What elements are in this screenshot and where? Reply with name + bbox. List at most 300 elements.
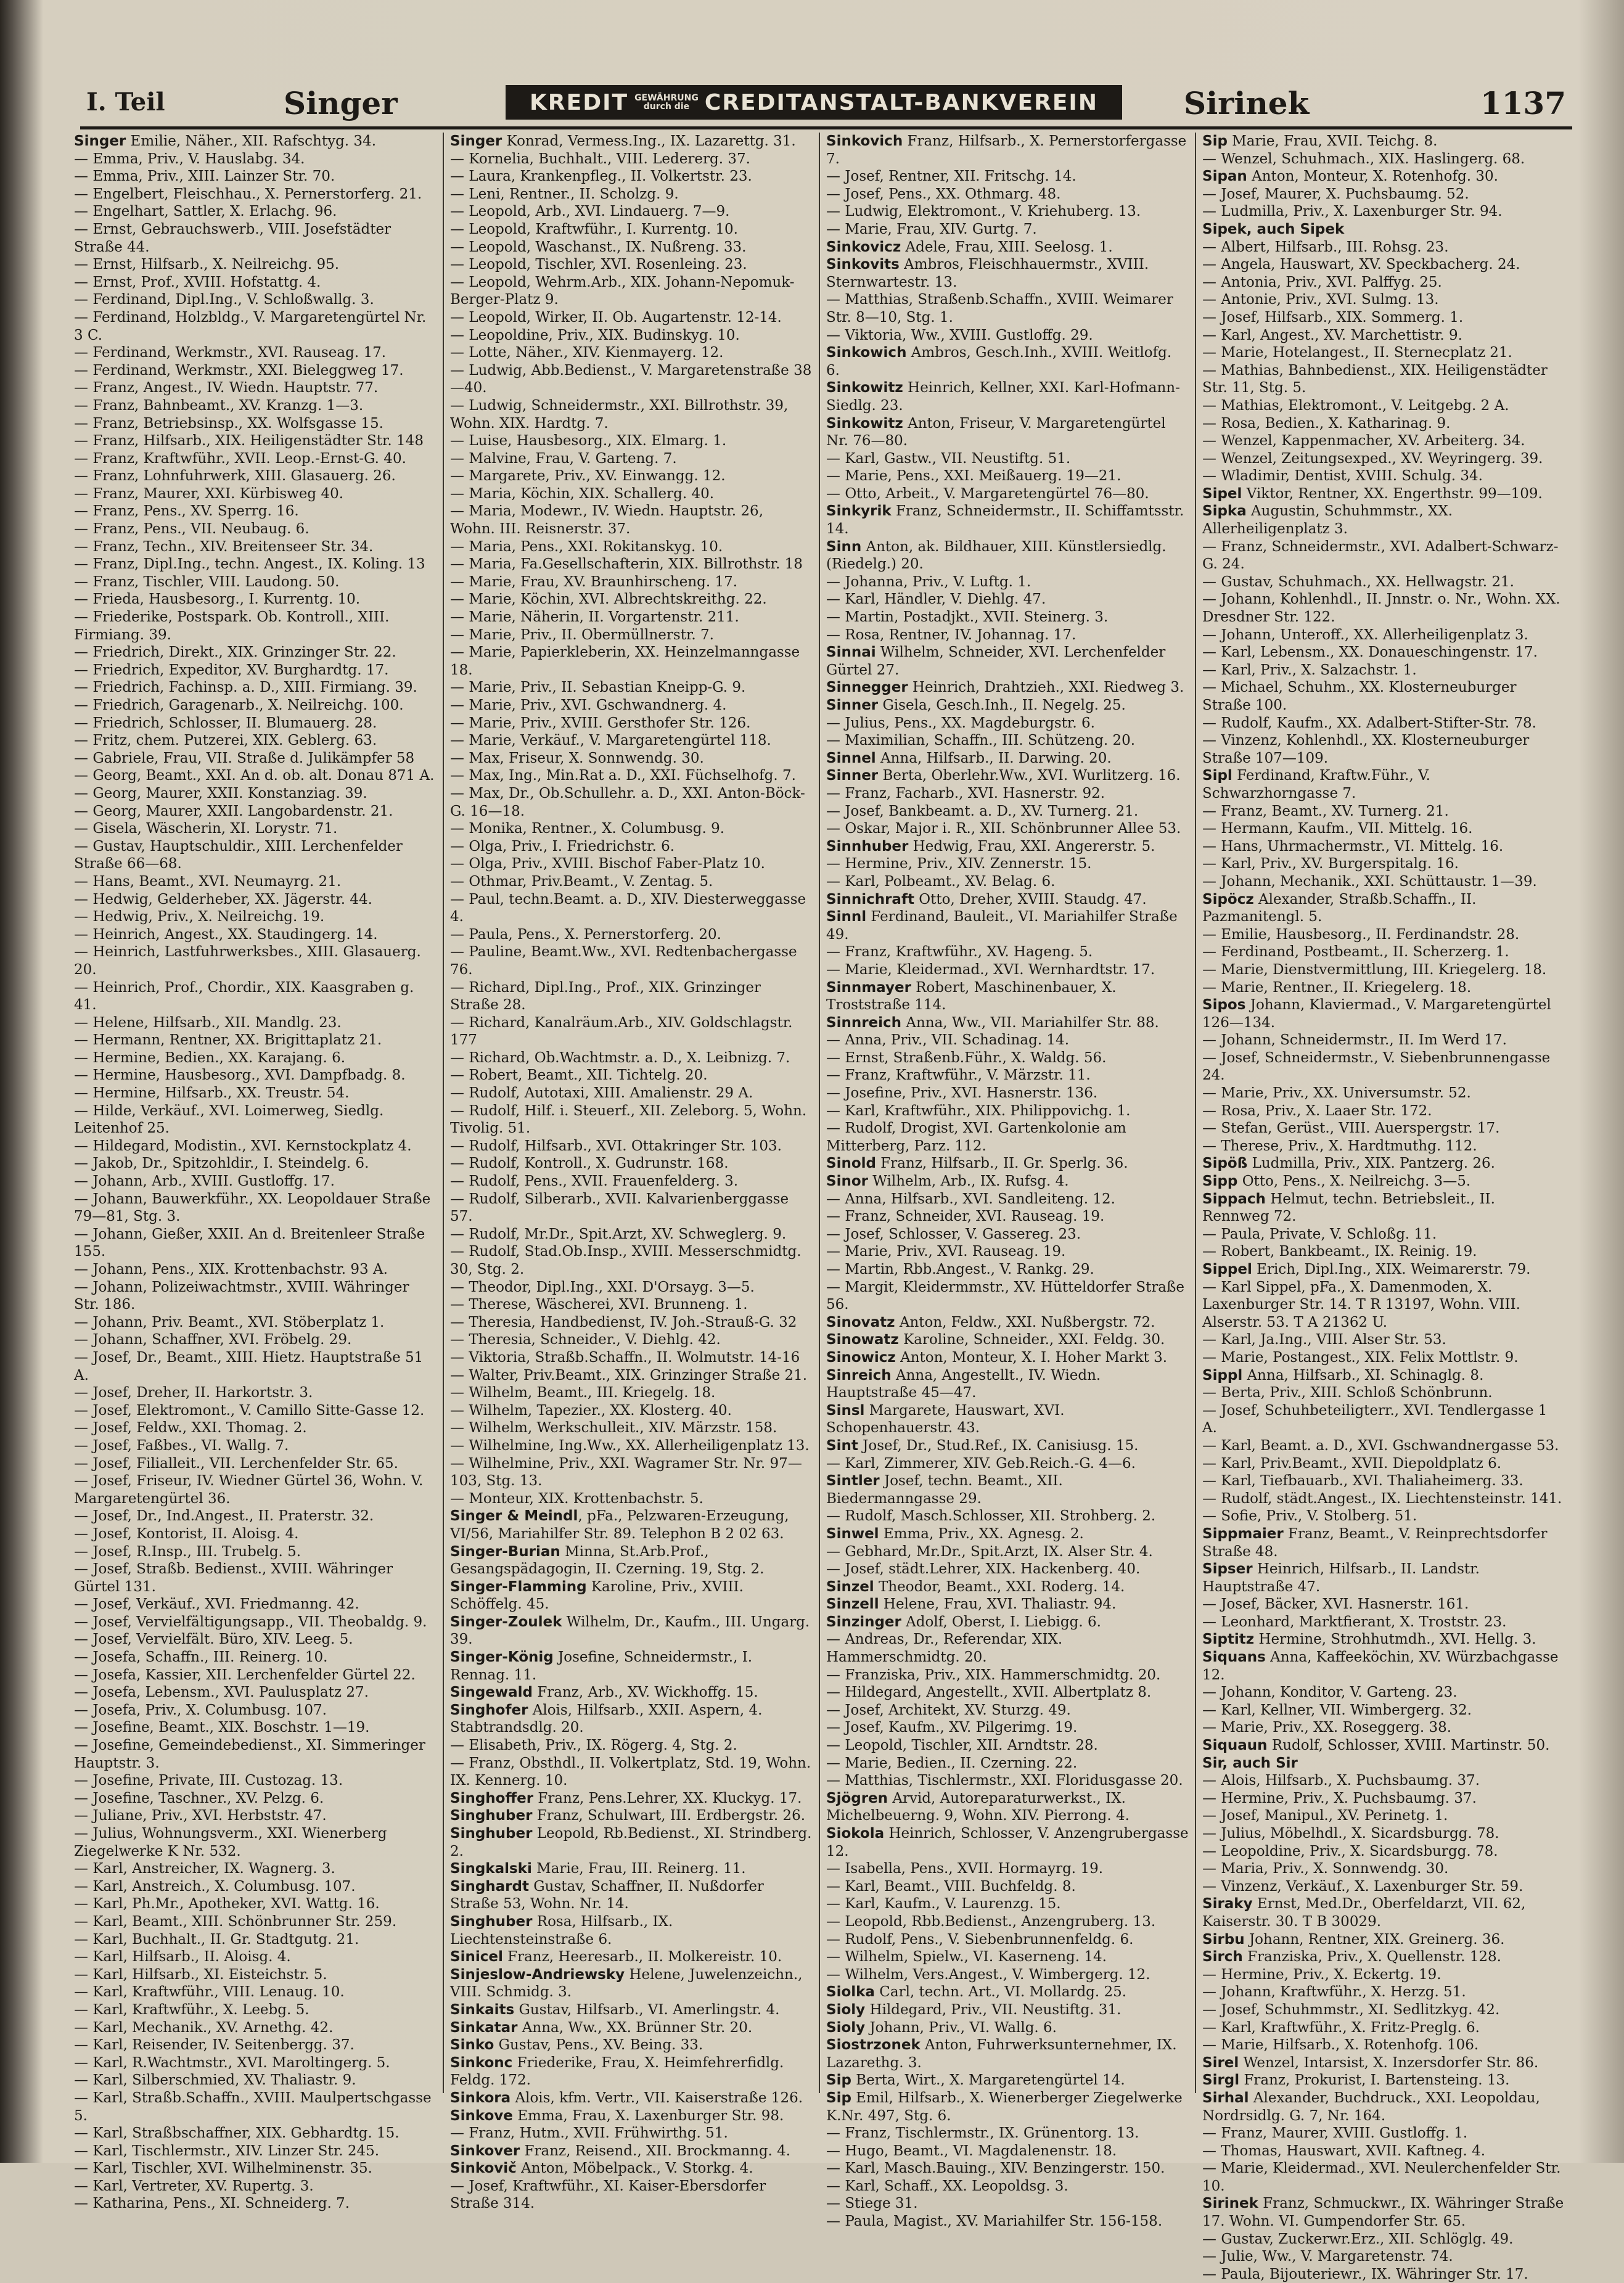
directory-entry xyxy=(74,1226,437,1261)
entry-text: Margarete, Priv., XV. Einwangg. 12. xyxy=(469,468,726,485)
directory-entry xyxy=(826,239,1189,256)
ditto-dash: — xyxy=(826,1208,845,1225)
directory-entry xyxy=(74,362,437,380)
directory-entry xyxy=(1202,415,1566,433)
directory-entry xyxy=(74,767,437,785)
directory-entry xyxy=(826,1613,1189,1631)
directory-entry xyxy=(74,344,437,362)
directory-entry xyxy=(826,1367,1189,1402)
entry-text: Ferdinand, Werkmstr., XXI. Bieleggweg 17. xyxy=(92,362,404,379)
directory-entry xyxy=(450,168,813,186)
entry-text: Vinzenz, Verkäuf., X. Laxenburger Str. 59. xyxy=(1221,1878,1524,1895)
entry-surname: Sinnegger xyxy=(826,679,908,696)
entry-text: Julius, Möbelhdl., X. Sicardsburgg. 78. xyxy=(1221,1826,1499,1842)
directory-entry xyxy=(826,1631,1189,1666)
directory-entry xyxy=(826,1913,1189,1931)
directory-entry xyxy=(1202,979,1566,997)
directory-entry xyxy=(74,1737,437,1772)
directory-entry xyxy=(1202,274,1566,292)
ditto-dash: — xyxy=(1202,1473,1221,1490)
entry-text: Josef, Verkäuf., XVI. Friedmanng. 42. xyxy=(92,1596,359,1613)
directory-entry xyxy=(450,203,813,221)
entry-text: Karl, Priv., X. Salzachstr. 1. xyxy=(1221,662,1417,678)
ditto-dash: — xyxy=(826,1102,845,1119)
directory-entry xyxy=(826,1173,1189,1191)
directory-entry xyxy=(826,1666,1189,1684)
directory-entry xyxy=(74,1719,437,1737)
ditto-dash: — xyxy=(1202,292,1221,308)
directory-entry xyxy=(826,820,1189,838)
entry-text: Michael, Schuhm., XX. Klosterneuburger Straße 100. xyxy=(1202,679,1517,713)
directory-entry xyxy=(74,291,437,309)
entry-text: Pauline, Beamt.Ww., XVI. Redtenbachergasse 76. xyxy=(450,944,797,978)
directory-entry xyxy=(450,1825,813,1860)
entry-text: Rudolf, Hilfsarb., XVI. Ottakringer Str. 103. xyxy=(469,1137,782,1154)
directory-entry xyxy=(1202,732,1566,767)
ditto-dash: — xyxy=(74,292,93,308)
entry-text: Rudolf, städt.Angest., IX. Liechtensteinstr. 141. xyxy=(1221,1490,1562,1507)
entry-text: Engelhart, Sattler, X. Erlachg. 96. xyxy=(92,203,337,220)
ditto-dash: — xyxy=(1202,2037,1221,2054)
directory-entry xyxy=(74,573,437,591)
directory-entry xyxy=(74,697,437,715)
entry-surname: Singhofer xyxy=(450,1702,528,1718)
entry-text: Alois, Hilfsarb., XXII. Aspern, 4. Stabtrandsdlg. 20. xyxy=(450,1702,763,1736)
entry-text: Emma, Priv., XX. Agnesg. 2. xyxy=(879,1525,1084,1542)
directory-entry xyxy=(74,2142,437,2160)
directory-entry xyxy=(450,1860,813,1878)
ditto-dash: — xyxy=(450,750,469,766)
ditto-dash: — xyxy=(450,1737,469,1754)
directory-entry xyxy=(74,1878,437,1896)
entry-text: Marie, Priv., II. Sebastian Kneipp-G. 9. xyxy=(469,679,746,696)
ditto-dash: — xyxy=(1202,468,1221,485)
entry-surname: Sirinek xyxy=(1202,2195,1258,2212)
ditto-dash: — xyxy=(74,1191,93,1207)
directory-entry xyxy=(1202,1226,1566,1244)
entry-surname: Sinkonc xyxy=(450,2054,513,2071)
directory-entry xyxy=(1202,1120,1566,1137)
directory-entry xyxy=(450,1384,813,1402)
entry-surname: Sipek, auch Sipek xyxy=(1202,221,1345,237)
entry-surname: Sinkatar xyxy=(450,2019,518,2036)
ditto-dash: — xyxy=(74,309,93,326)
ditto-dash: — xyxy=(74,221,93,237)
bank-advert-banner xyxy=(506,85,1122,120)
entry-text: Karl, Beamt., XIII. Schönbrunner Str. 259. xyxy=(92,1913,397,1930)
directory-entry xyxy=(450,150,813,168)
entry-text: Marie, Kleidermad., XVI. Wernhardtstr. 17. xyxy=(845,961,1155,978)
entry-text: Josef, Faßbes., VI. Wallg. 7. xyxy=(92,1437,289,1454)
directory-entry xyxy=(1202,1860,1566,1878)
directory-entry xyxy=(826,1014,1189,1032)
directory-entry xyxy=(1202,1261,1566,1279)
directory-entry xyxy=(74,591,437,609)
directory-entry xyxy=(74,785,437,803)
directory-entry xyxy=(450,838,813,856)
entry-surname: Sinnhuber xyxy=(826,838,909,855)
ditto-dash: — xyxy=(450,397,469,414)
entry-text: Johann, Priv. Beamt., XVI. Stöberplatz 1. xyxy=(92,1314,385,1330)
entry-text: Leni, Rentner., II. Scholzg. 9. xyxy=(469,186,679,202)
directory-entry xyxy=(826,2001,1189,2019)
entry-text: Maximilian, Schaffn., III. Schützeng. 20. xyxy=(845,732,1136,749)
entry-text: Hermann, Rentner, XX. Brigittaplatz 21. xyxy=(92,1032,382,1049)
entry-text: Minna, St.Arb.Prof., Gesangspädagogin, II. Czerning. 19, Stg. 2. xyxy=(450,1543,765,1578)
directory-entry xyxy=(826,1543,1189,1561)
entry-text: Helene, Frau, XVI. Thaliastr. 94. xyxy=(879,1596,1117,1613)
directory-entry xyxy=(826,415,1189,450)
ditto-dash: — xyxy=(450,2178,469,2194)
directory-entry xyxy=(450,715,813,732)
entry-text: Margarete, Hauswart, XVI. Schopenhauerstr. 43. xyxy=(826,1402,1065,1437)
ditto-dash: — xyxy=(1202,1843,1221,1859)
directory-entry xyxy=(1202,1137,1566,1155)
ditto-dash: — xyxy=(74,485,93,502)
directory-entry xyxy=(450,1684,813,1702)
directory-entry xyxy=(74,1031,437,1049)
directory-entry xyxy=(74,1613,437,1631)
entry-text: Paula, Bijouteriewr., IX. Währinger Str. 17. xyxy=(1221,2266,1528,2282)
directory-entry xyxy=(450,1966,813,2001)
ditto-dash: — xyxy=(1202,1826,1221,1842)
directory-entry xyxy=(1202,1455,1566,1473)
ditto-dash: — xyxy=(826,1226,845,1242)
ditto-dash: — xyxy=(74,838,93,855)
directory-entry xyxy=(450,1649,813,1684)
entry-surname: Sipp xyxy=(1202,1173,1238,1190)
ditto-dash: — xyxy=(74,1596,93,1613)
directory-entry xyxy=(74,2054,437,2072)
entry-text: Maria, Fa.Gesellschafterin, XIX. Billrothstr. 18 xyxy=(469,556,803,573)
entry-text: Johann, Gießer, XXII. An d. Breitenleer Straße 155. xyxy=(74,1226,425,1260)
ditto-dash: — xyxy=(826,573,845,590)
directory-entry xyxy=(826,2125,1189,2142)
entry-text: Rudolf, Hilf. i. Steuerf., XII. Zeleborg. 5, Wohn. Tivolig. 51. xyxy=(450,1102,807,1137)
ditto-dash: — xyxy=(450,468,469,485)
ditto-dash: — xyxy=(1202,433,1221,449)
entry-text: Johann, Klaviermad., V. Margaretengürtel 126—134. xyxy=(1202,997,1551,1031)
ditto-dash: — xyxy=(450,1155,469,1172)
directory-entry xyxy=(1202,1596,1566,1613)
entry-text: Georg, Maurer, XXII. Konstanziag. 39. xyxy=(92,785,367,801)
directory-entry xyxy=(1202,327,1566,345)
directory-entry xyxy=(74,1349,437,1384)
directory-entry xyxy=(826,1507,1189,1525)
entry-text: Rosa, Hilfsarb., IX. Liechtensteinstraße 6. xyxy=(450,1913,673,1948)
ditto-dash: — xyxy=(450,1297,469,1313)
directory-entry xyxy=(826,502,1189,538)
entry-text: Arvid, Autoreparaturwerkst., IX. Michelbeuerng. 9, Wohn. XIV. Pierrong. 4. xyxy=(826,1790,1130,1824)
directory-entry xyxy=(74,1102,437,1137)
ditto-dash: — xyxy=(74,821,93,837)
entry-text: Josef, Feldw., XXI. Thomag. 2. xyxy=(92,1420,307,1437)
entry-text: Marie, Hotelangest., II. Sternecplatz 21. xyxy=(1221,345,1512,361)
directory-entry xyxy=(826,908,1189,943)
ditto-dash: — xyxy=(450,345,469,361)
directory-entry xyxy=(450,1807,813,1825)
entry-text: Karl, Anstreich., X. Columbusg. 107. xyxy=(92,1878,356,1895)
ditto-dash: — xyxy=(1202,1773,1221,1789)
ditto-dash: — xyxy=(450,1367,469,1383)
entry-text: Wilhelm, Dr., Kaufm., III. Ungarg. 39. xyxy=(450,1613,810,1648)
entry-text: Josef, Kraftwführ., XI. Kaiser-Ebersdorfer Straße 314. xyxy=(450,2178,766,2212)
entry-surname: Sjögren xyxy=(826,1790,888,1806)
directory-entry xyxy=(450,432,813,450)
entry-text: Martin, Postadjkt., XVII. Steinerg. 3. xyxy=(845,609,1109,626)
directory-entry xyxy=(74,1472,437,1507)
entry-text: Wenzel, Zeitungsexped., XV. Weyringerg. 39. xyxy=(1221,450,1543,467)
entry-text: Marie, Priv., XVI. Gschwandnerg. 4. xyxy=(469,697,727,713)
ditto-dash: — xyxy=(1202,1808,1221,1824)
entry-text: Hermine, Hilfsarb., XX. Treustr. 54. xyxy=(92,1085,350,1102)
entry-text: Karl, Reisender, IV. Seitenbergg. 37. xyxy=(92,2037,355,2054)
entry-text: Augustin, Schuhmmstr., XX. Allerheiligenplatz 3. xyxy=(1202,503,1453,538)
entry-text: Franz, Bahnbeamt., XV. Kranzg. 1—3. xyxy=(92,397,364,414)
ditto-dash: — xyxy=(74,1666,93,1683)
ditto-dash: — xyxy=(826,944,845,961)
ditto-dash: — xyxy=(826,168,845,185)
directory-entry xyxy=(826,1560,1189,1578)
ditto-dash: — xyxy=(74,1913,93,1930)
entry-text: Ferdinand, Dipl.Ing., V. Schloßwallg. 3. xyxy=(92,292,374,308)
entry-text: Ludmilla, Priv., X. Laxenburger Str. 94. xyxy=(1221,203,1503,220)
ditto-dash: — xyxy=(74,1984,93,2001)
ditto-dash: — xyxy=(74,1631,93,1648)
ditto-dash: — xyxy=(1202,1455,1221,1472)
entry-text: Marie, Priv., XVI. Rauseag. 19. xyxy=(845,1244,1066,1260)
directory-entry xyxy=(450,2107,813,2125)
entry-text: Josef, Vervielfältigungsapp., VII. Theobaldg. 9. xyxy=(92,1613,427,1630)
ditto-dash: — xyxy=(450,274,469,290)
directory-entry xyxy=(74,2072,437,2089)
entry-text: Marie, Priv., II. Obermüllnerstr. 7. xyxy=(469,626,714,643)
ditto-dash: — xyxy=(826,1773,845,1789)
entry-text: Julius, Wohnungsverm., XXI. Wienerberg Ziegelwerke K Nr. 532. xyxy=(74,1826,387,1859)
directory-entry xyxy=(1202,203,1566,221)
entry-text: Berta, Oberlehr.Ww., XVI. Wurlitzerg. 16. xyxy=(878,768,1181,784)
entry-text: Josefa, Priv., X. Columbusg. 107. xyxy=(92,1702,327,1718)
directory-entry xyxy=(826,1191,1189,1208)
entry-surname: Sinkaits xyxy=(450,2001,515,2018)
entry-text: Anton, Möbelpack., V. Storkg. 4. xyxy=(516,2160,753,2177)
directory-entry xyxy=(450,502,813,538)
entry-text: Anna, Hilfsarb., XVI. Sandleiteng. 12. xyxy=(845,1191,1115,1207)
directory-entry xyxy=(826,291,1189,326)
directory-entry xyxy=(826,450,1189,468)
directory-entry xyxy=(826,168,1189,186)
entry-text: Marie, Näherin, II. Vorgartenstr. 211. xyxy=(469,609,739,626)
directory-entry xyxy=(1202,2142,1566,2160)
directory-entry xyxy=(826,2072,1189,2089)
entry-text: Ernst, Hilfsarb., X. Neilreichg. 95. xyxy=(92,256,340,273)
entry-text: Leopold, Wehrm.Arb., XIX. Johann-Nepomuk-Berger-Platz 9. xyxy=(450,274,795,308)
entry-surname: Sip xyxy=(1202,133,1228,149)
entry-text: Hermann, Kaufm., VII. Mittelg. 16. xyxy=(1221,821,1473,837)
entry-text: Juliane, Priv., XVI. Herbststr. 47. xyxy=(92,1808,327,1824)
entry-text: Josef, Dr., Stud.Ref., IX. Canisiusg. 15. xyxy=(858,1437,1139,1454)
ditto-dash: — xyxy=(1202,1984,1221,2001)
ditto-dash: — xyxy=(450,1402,469,1419)
ditto-dash: — xyxy=(74,1790,93,1806)
ditto-dash: — xyxy=(826,450,845,467)
entry-text: Anna, Ww., VII. Mariahilfer Str. 88. xyxy=(901,1014,1159,1031)
ditto-dash: — xyxy=(826,1244,845,1260)
ditto-dash: — xyxy=(450,1437,469,1454)
entry-surname: Sinowicz xyxy=(826,1349,896,1366)
directory-entry xyxy=(450,2089,813,2107)
entry-text: Marie, Frau, XV. Braunhirscheng. 17. xyxy=(469,573,738,590)
ditto-dash: — xyxy=(450,1349,469,1366)
directory-entry xyxy=(826,1331,1189,1349)
entry-text: Karl, Kraftwführ., VIII. Lenaug. 10. xyxy=(92,1984,345,2001)
directory-entry xyxy=(450,750,813,768)
ditto-dash: — xyxy=(1202,2142,1221,2159)
entry-surname: Sipöß xyxy=(1202,1155,1248,1172)
directory-entry xyxy=(826,1525,1189,1543)
ditto-dash: — xyxy=(450,891,469,908)
directory-entry xyxy=(1202,1966,1566,1984)
ditto-dash: — xyxy=(74,362,93,379)
entry-surname: Sirbu xyxy=(1202,1931,1245,1948)
entry-text: Marie, Hilfsarb., X. Rotenhofg. 106. xyxy=(1221,2037,1479,2054)
entry-text: Fritz, chem. Putzerei, XIX. Geblerg. 63. xyxy=(92,732,377,749)
entry-text: Friedrich, Fachinsp. a. D., XIII. Firmiang. 39. xyxy=(92,679,417,696)
directory-entry xyxy=(1202,996,1566,1031)
ditto-dash: — xyxy=(450,768,469,784)
entry-text: Matthias, Straßenb.Schaffn., XVIII. Weimarer Str. 8—10, Stg. 1. xyxy=(826,292,1173,326)
directory-entry xyxy=(74,256,437,274)
directory-entry xyxy=(74,1173,437,1191)
entry-text: Marie, Priv., XX. Universumstr. 52. xyxy=(1221,1085,1471,1102)
ditto-dash: — xyxy=(826,1631,845,1648)
directory-entry xyxy=(74,485,437,503)
entry-text: Margit, Kleidermmstr., XV. Hütteldorfer Straße 56. xyxy=(826,1279,1184,1313)
ditto-dash: — xyxy=(74,521,93,538)
entry-text: Josef, Dr., Beamt., XIII. Hietz. Hauptstraße 51 A. xyxy=(74,1349,424,1383)
ditto-dash: — xyxy=(826,2213,845,2230)
entry-text: Katharina, Pens., XI. Schneiderg. 7. xyxy=(92,2195,350,2212)
directory-entry xyxy=(826,838,1189,856)
directory-entry xyxy=(826,1067,1189,1084)
directory-entry xyxy=(74,1825,437,1860)
ditto-dash: — xyxy=(450,362,469,379)
right-keyword: Sirinek xyxy=(1184,85,1310,121)
entry-surname: Sinkove xyxy=(450,2107,513,2124)
directory-entry xyxy=(450,591,813,609)
directory-entry xyxy=(1202,309,1566,327)
directory-entry xyxy=(1202,838,1566,856)
entry-text: Ferdinand, Kraftw.Führ., V. Schwarzhorngasse 7. xyxy=(1202,768,1430,801)
directory-entry xyxy=(450,1455,813,1490)
entry-text: Josef, Vervielfält. Büro, XIV. Leeg. 5. xyxy=(92,1631,353,1648)
entry-text: Marie, Verkäuf., V. Margaretengürtel 118. xyxy=(469,732,771,749)
directory-entry xyxy=(450,2036,813,2054)
entry-text: Rudolf, Drogist, XVI. Gartenkolonie am Mitterberg, Parz. 112. xyxy=(826,1120,1126,1154)
ditto-dash: — xyxy=(1202,644,1221,661)
ditto-dash: — xyxy=(826,1067,845,1084)
ditto-dash: — xyxy=(1202,2266,1221,2282)
entry-text: Viktoria, Ww., XVIII. Gustloffg. 29. xyxy=(845,327,1093,343)
entry-text: Karl, Silberschmied, XV. Thaliastr. 9. xyxy=(92,2072,356,2089)
entry-text: Konrad, Vermess.Ing., IX. Lazarettg. 31. xyxy=(502,133,796,149)
entry-text: Hedwig, Priv., X. Neilreichg. 19. xyxy=(92,909,325,925)
entry-surname: Sinkover xyxy=(450,2142,520,2159)
directory-entry xyxy=(1202,1049,1566,1084)
directory-entry xyxy=(1202,1719,1566,1737)
entry-text: Wilhelm, Vers.Angest., V. Wimbergerg. 12. xyxy=(845,1966,1150,1983)
ditto-dash: — xyxy=(1202,803,1221,819)
ditto-dash: — xyxy=(826,203,845,220)
directory-entry xyxy=(450,397,813,432)
directory-entry xyxy=(826,855,1189,873)
directory-entry xyxy=(1202,2248,1566,2266)
entry-text: Franziska, Priv., XIX. Hammerschmidtg. 20. xyxy=(845,1666,1161,1683)
entry-surname: Singer & Meindl xyxy=(450,1508,578,1525)
entry-text: Hermine, Hausbesorg., XVI. Dampfbadg. 8. xyxy=(92,1067,406,1084)
entry-text: Rudolf, Pens., V. Siebenbrunnenfeldg. 6. xyxy=(845,1931,1134,1948)
ditto-dash: — xyxy=(826,186,845,202)
entry-text: Helene, Juwelenzeichn., VIII. Schmidg. 3. xyxy=(450,1966,803,2001)
entry-text: Karl, Beamt. a. D., XVI. Gschwandnergasse 53. xyxy=(1221,1437,1559,1454)
directory-entry xyxy=(74,1402,437,1420)
ditto-dash: — xyxy=(450,573,469,590)
entry-text: Adolf, Oberst, I. Liebigg. 6. xyxy=(901,1613,1101,1630)
directory-entry xyxy=(826,1049,1189,1067)
ditto-dash: — xyxy=(74,1949,93,1965)
directory-entry xyxy=(826,1596,1189,1613)
entry-text: Ferdinand, Bauleit., VI. Mariahilfer Straße 49. xyxy=(826,909,1178,943)
entry-text: Johann, Konditor, V. Garteng. 23. xyxy=(1221,1684,1458,1701)
ditto-dash: — xyxy=(450,1755,469,1771)
entry-text: Elisabeth, Priv., IX. Rögerg. 4, Stg. 2. xyxy=(469,1737,737,1754)
directory-entry xyxy=(450,1226,813,1244)
entry-text: Karl, Hilfsarb., II. Aloisg. 4. xyxy=(92,1949,291,1965)
ditto-dash: — xyxy=(74,1525,93,1542)
directory-entry xyxy=(1202,2125,1566,2142)
directory-entry xyxy=(450,926,813,944)
ditto-dash: — xyxy=(74,1226,93,1242)
directory-entry xyxy=(450,450,813,468)
ditto-dash: — xyxy=(826,1913,845,1930)
entry-text: Laura, Krankenpfleg., II. Volkertstr. 23. xyxy=(469,168,752,185)
ditto-dash: — xyxy=(74,2019,93,2036)
ditto-dash: — xyxy=(1202,591,1221,608)
entry-text: Gisela, Wäscherin, XI. Lorystr. 71. xyxy=(92,821,338,837)
ditto-dash: — xyxy=(1202,1702,1221,1718)
ditto-dash: — xyxy=(826,1702,845,1718)
directory-entry xyxy=(450,485,813,503)
directory-entry xyxy=(74,520,437,538)
directory-entry xyxy=(450,1191,813,1226)
ditto-dash: — xyxy=(74,1049,93,1066)
directory-entry xyxy=(826,133,1189,168)
entry-text: Franz, Kraftwführ., V. Märzstr. 11. xyxy=(845,1067,1091,1084)
entry-text: Maria, Pens., XXI. Rokitanskyg. 10. xyxy=(469,538,723,555)
directory-entry xyxy=(450,979,813,1014)
directory-entry xyxy=(74,891,437,909)
ditto-dash: — xyxy=(74,1155,93,1172)
ditto-dash: — xyxy=(450,1085,469,1102)
directory-entry xyxy=(450,1243,813,1278)
directory-entry xyxy=(450,573,813,591)
entry-text: Otto, Dreher, XVIII. Staudg. 47. xyxy=(914,891,1147,908)
entry-surname: Singhuber xyxy=(450,1826,533,1842)
directory-entry xyxy=(1202,662,1566,679)
directory-entry xyxy=(74,415,437,433)
directory-entry xyxy=(74,979,437,1014)
entry-text: Franz, Hilfsarb., X. Pernerstorfergasse 7. xyxy=(826,133,1187,167)
